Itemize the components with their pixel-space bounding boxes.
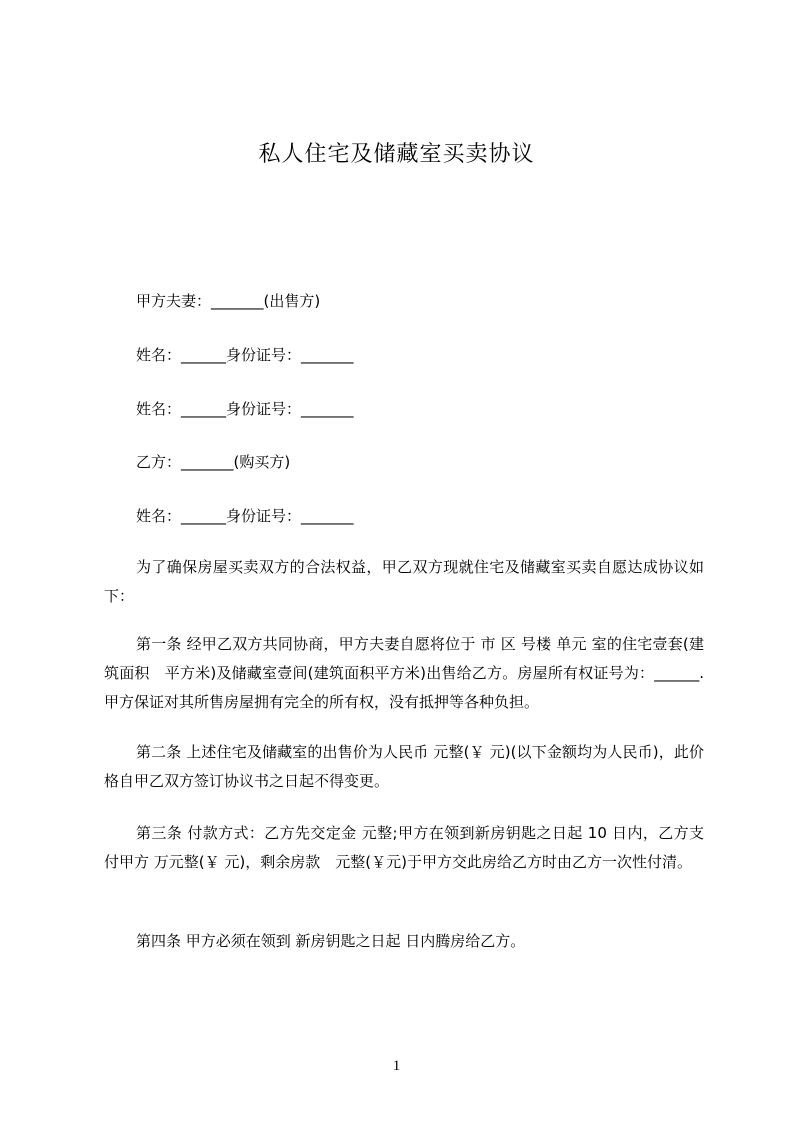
- preamble-paragraph: 为了确保房屋买卖双方的合法权益，甲乙双方现就住宅及储藏室买卖自愿达成协议如下：: [104, 558, 704, 605]
- party-b-line: 乙方：_______(购买方): [136, 453, 291, 471]
- party-a-line: 甲方夫妻：_______(出售方): [136, 292, 321, 310]
- article-4-paragraph: 第四条 甲方必须在领到 新房钥匙之日起 日内腾房给乙方。: [136, 932, 526, 950]
- article-2-paragraph: 第二条 上述住宅及储藏室的出售价为人民币 元整(￥ 元)(以下金额均为人民币)，此价格自甲乙双方签订协议书之日起不得变更。: [104, 743, 704, 790]
- party-a-person-1-line: 姓名：______身份证号：_______: [136, 346, 354, 364]
- article-1-paragraph: 第一条 经甲乙双方共同协商，甲方夫妻自愿将位于 市 区 号楼 单元 室的住宅壹套(建筑面积 平方米)及储藏室壹间(建筑面积平方米)出售给乙方。房屋所有权证号为：______.甲方保证对其所售房屋拥有完全的所有权，没有抵押等各种负担。: [104, 635, 704, 711]
- document-title: 私人住宅及储藏室买卖协议: [258, 142, 535, 167]
- article-3-paragraph: 第三条 付款方式：乙方先交定金 元整;甲方在领到新房钥匙之日起 10 日内，乙方支付甲方 万元整(￥ 元)，剩余房款 元整(￥元)于甲方交此房给乙方时由乙方一次性付清。: [104, 824, 704, 871]
- page-number: 1: [392, 1058, 401, 1074]
- party-a-person-2-line: 姓名：______身份证号：_______: [136, 400, 354, 418]
- party-b-person-line: 姓名：______身份证号：_______: [136, 507, 354, 525]
